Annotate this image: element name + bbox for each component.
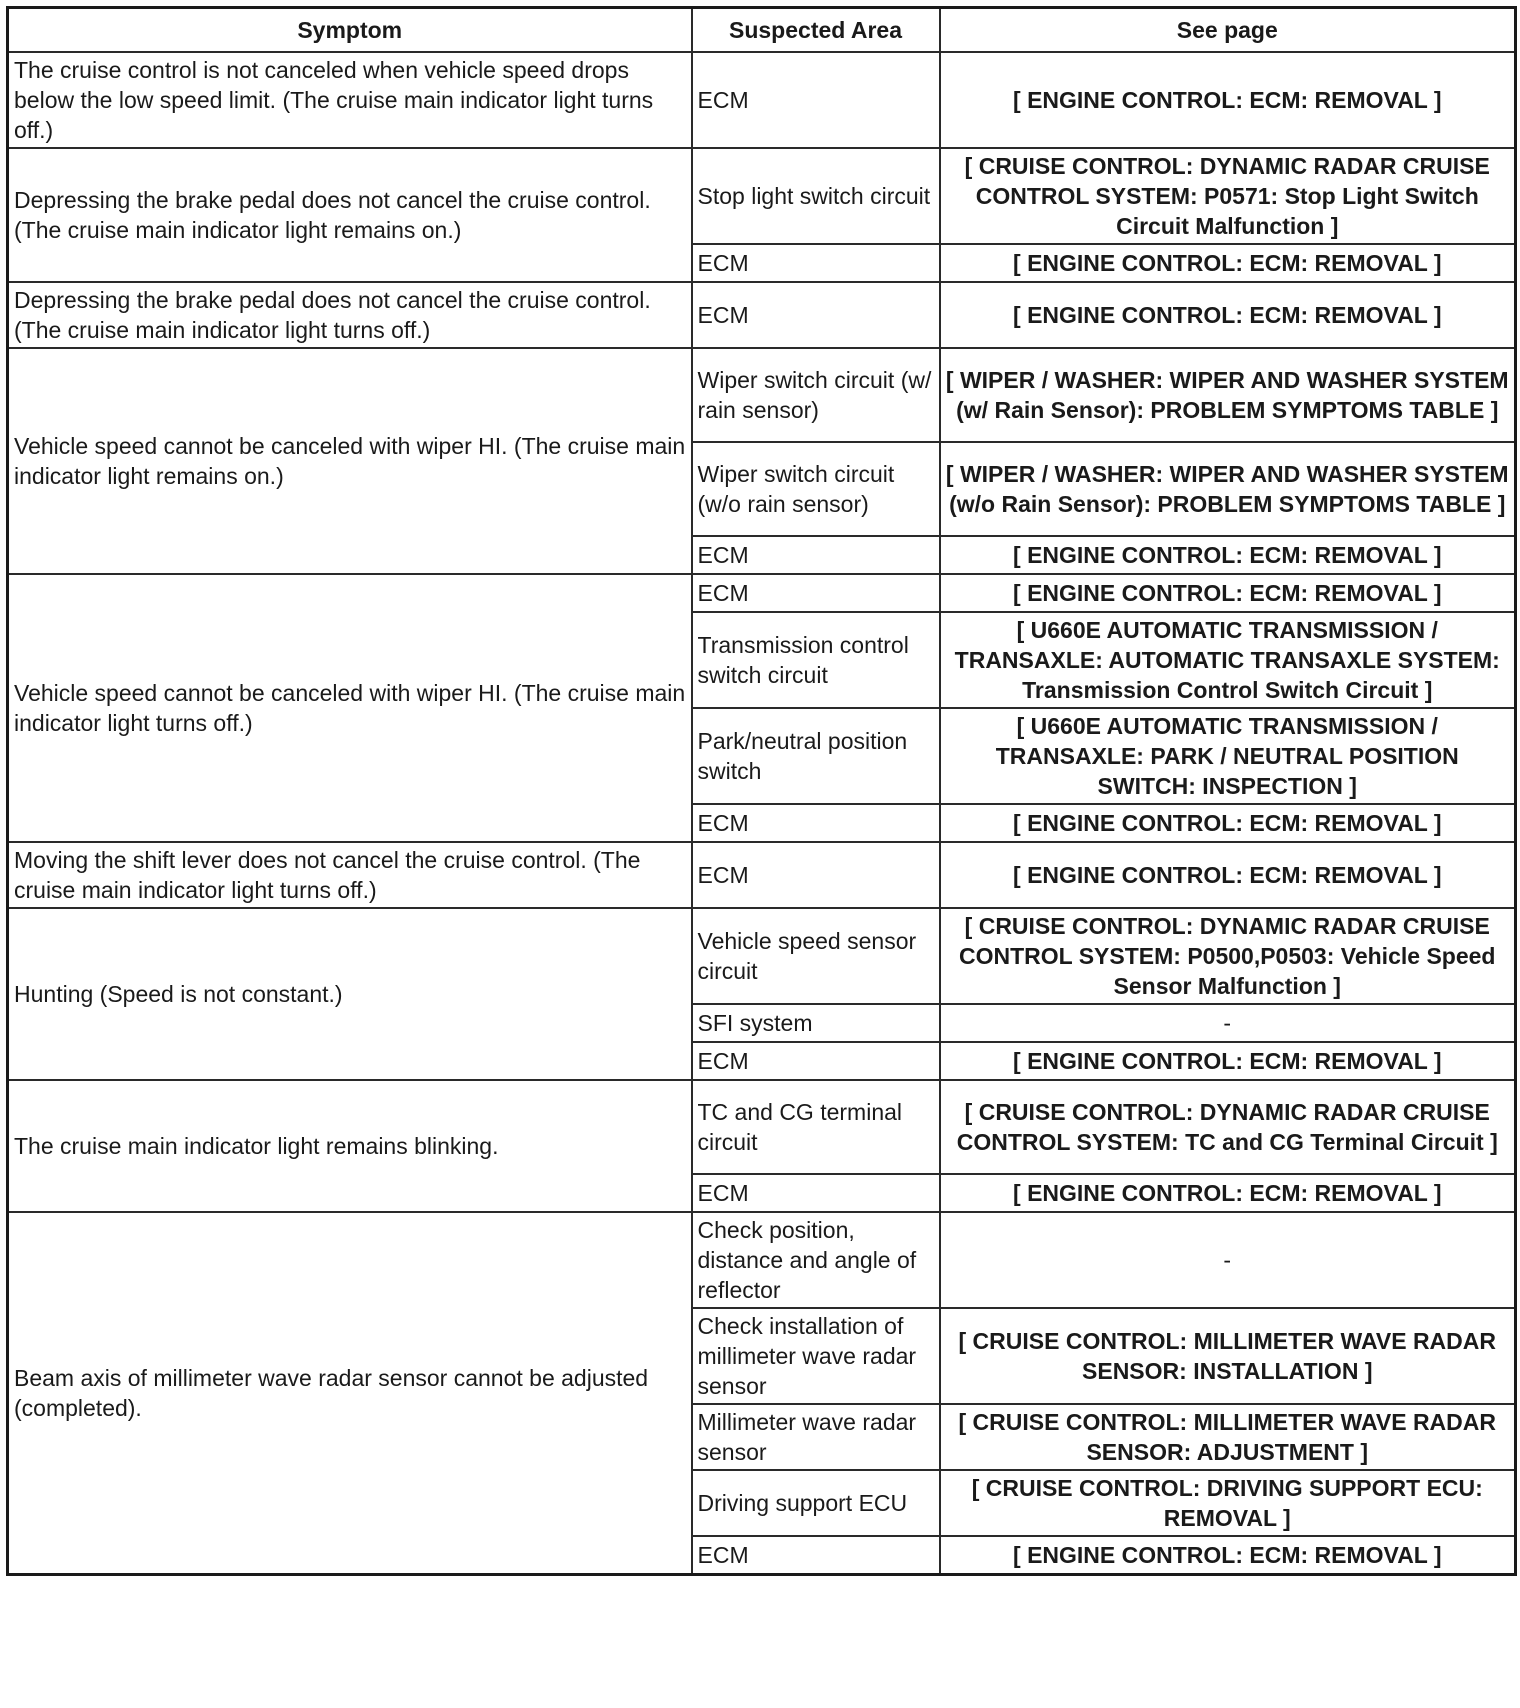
symptom-cell: Beam axis of millimeter wave radar sensor cannot be adjusted (completed).: [8, 1212, 692, 1574]
symptom-cell: Hunting (Speed is not constant.): [8, 908, 692, 1080]
suspected-area-cell: ECM: [692, 282, 940, 348]
suspected-area-cell: Check installation of millimeter wave radar sensor: [692, 1308, 940, 1404]
symptom-cell: Depressing the brake pedal does not cancel the cruise control. (The cruise main indicator light remains on.): [8, 148, 692, 282]
suspected-area-cell: ECM: [692, 244, 940, 282]
table-row: [8, 148, 1516, 244]
table-row: [8, 52, 1516, 148]
suspected-area-cell: ECM: [692, 804, 940, 842]
document-page: [6, 6, 1514, 1576]
header-see-page: See page: [940, 8, 1516, 53]
see-page-reference[interactable]: [ ENGINE CONTROL: ECM: REMOVAL ]: [940, 1536, 1516, 1574]
see-page-reference[interactable]: [ ENGINE CONTROL: ECM: REMOVAL ]: [940, 804, 1516, 842]
see-page-reference[interactable]: [ CRUISE CONTROL: MILLIMETER WAVE RADAR SENSOR: INSTALLATION ]: [940, 1308, 1516, 1404]
suspected-area-cell: ECM: [692, 574, 940, 612]
see-page-reference[interactable]: [ ENGINE CONTROL: ECM: REMOVAL ]: [940, 1174, 1516, 1212]
see-page-reference[interactable]: [ ENGINE CONTROL: ECM: REMOVAL ]: [940, 574, 1516, 612]
header-symptom: Symptom: [8, 8, 692, 53]
see-page-reference[interactable]: [ ENGINE CONTROL: ECM: REMOVAL ]: [940, 842, 1516, 908]
see-page-reference[interactable]: [ CRUISE CONTROL: DYNAMIC RADAR CRUISE CONTROL SYSTEM: TC and CG Terminal Circuit ]: [940, 1080, 1516, 1174]
table-header-row: [8, 8, 1516, 53]
header-suspected-area: Suspected Area: [692, 8, 940, 53]
symptom-cell: Vehicle speed cannot be canceled with wiper HI. (The cruise main indicator light turns off.): [8, 574, 692, 842]
table-row: [8, 574, 1516, 612]
suspected-area-cell: Park/neutral position switch: [692, 708, 940, 804]
suspected-area-cell: Wiper switch circuit (w/ rain sensor): [692, 348, 940, 442]
suspected-area-cell: Transmission control switch circuit: [692, 612, 940, 708]
suspected-area-cell: Wiper switch circuit (w/o rain sensor): [692, 442, 940, 536]
suspected-area-cell: Millimeter wave radar sensor: [692, 1404, 940, 1470]
suspected-area-cell: ECM: [692, 1536, 940, 1574]
symptom-cell: Depressing the brake pedal does not cancel the cruise control. (The cruise main indicator light turns off.): [8, 282, 692, 348]
see-page-reference[interactable]: [ ENGINE CONTROL: ECM: REMOVAL ]: [940, 244, 1516, 282]
symptom-cell: The cruise main indicator light remains blinking.: [8, 1080, 692, 1212]
table-row: [8, 842, 1516, 908]
suspected-area-cell: ECM: [692, 52, 940, 148]
see-page-reference[interactable]: [ WIPER / WASHER: WIPER AND WASHER SYSTEM (w/ Rain Sensor): PROBLEM SYMPTOMS TABLE ]: [940, 348, 1516, 442]
see-page-reference[interactable]: [ CRUISE CONTROL: MILLIMETER WAVE RADAR SENSOR: ADJUSTMENT ]: [940, 1404, 1516, 1470]
see-page-reference[interactable]: [ ENGINE CONTROL: ECM: REMOVAL ]: [940, 282, 1516, 348]
suspected-area-cell: TC and CG terminal circuit: [692, 1080, 940, 1174]
suspected-area-cell: Driving support ECU: [692, 1470, 940, 1536]
see-page-reference[interactable]: [ CRUISE CONTROL: DRIVING SUPPORT ECU: REMOVAL ]: [940, 1470, 1516, 1536]
table-row: [8, 282, 1516, 348]
see-page-reference[interactable]: [ WIPER / WASHER: WIPER AND WASHER SYSTEM (w/o Rain Sensor): PROBLEM SYMPTOMS TABLE ]: [940, 442, 1516, 536]
see-page-reference: -: [940, 1004, 1516, 1042]
see-page-reference[interactable]: [ ENGINE CONTROL: ECM: REMOVAL ]: [940, 1042, 1516, 1080]
problem-symptoms-table: [6, 6, 1517, 1576]
suspected-area-cell: Vehicle speed sensor circuit: [692, 908, 940, 1004]
suspected-area-cell: ECM: [692, 1042, 940, 1080]
see-page-reference[interactable]: [ U660E AUTOMATIC TRANSMISSION / TRANSAXLE: PARK / NEUTRAL POSITION SWITCH: INSPECTION ]: [940, 708, 1516, 804]
table-row: [8, 348, 1516, 442]
suspected-area-cell: Check position, distance and angle of reflector: [692, 1212, 940, 1308]
see-page-reference[interactable]: [ ENGINE CONTROL: ECM: REMOVAL ]: [940, 536, 1516, 574]
suspected-area-cell: ECM: [692, 1174, 940, 1212]
table-body: [8, 52, 1516, 1574]
symptom-cell: Moving the shift lever does not cancel the cruise control. (The cruise main indicator light turns off.): [8, 842, 692, 908]
suspected-area-cell: ECM: [692, 536, 940, 574]
table-row: [8, 1080, 1516, 1174]
see-page-reference: -: [940, 1212, 1516, 1308]
table-row: [8, 908, 1516, 1004]
table-row: [8, 1212, 1516, 1308]
see-page-reference[interactable]: [ U660E AUTOMATIC TRANSMISSION / TRANSAXLE: AUTOMATIC TRANSAXLE SYSTEM: Transmission Control Switch Circuit ]: [940, 612, 1516, 708]
suspected-area-cell: ECM: [692, 842, 940, 908]
see-page-reference[interactable]: [ CRUISE CONTROL: DYNAMIC RADAR CRUISE CONTROL SYSTEM: P0500,P0503: Vehicle Speed Sensor Malfunction ]: [940, 908, 1516, 1004]
see-page-reference[interactable]: [ CRUISE CONTROL: DYNAMIC RADAR CRUISE CONTROL SYSTEM: P0571: Stop Light Switch Circuit Malfunction ]: [940, 148, 1516, 244]
see-page-reference[interactable]: [ ENGINE CONTROL: ECM: REMOVAL ]: [940, 52, 1516, 148]
suspected-area-cell: SFI system: [692, 1004, 940, 1042]
symptom-cell: Vehicle speed cannot be canceled with wiper HI. (The cruise main indicator light remains on.): [8, 348, 692, 574]
suspected-area-cell: Stop light switch circuit: [692, 148, 940, 244]
symptom-cell: The cruise control is not canceled when vehicle speed drops below the low speed limit. (The cruise main indicator light turns off.): [8, 52, 692, 148]
